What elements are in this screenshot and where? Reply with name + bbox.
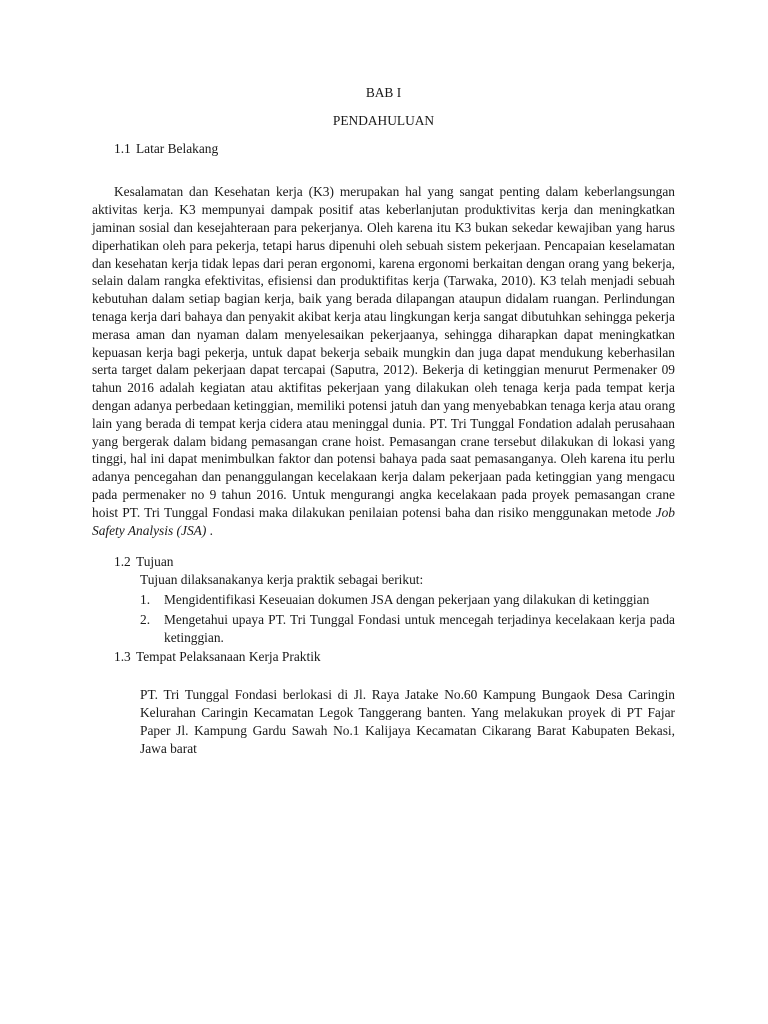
- section-title: Tempat Pelaksanaan Kerja Praktik: [136, 649, 321, 665]
- method-name: Job Safety Analysis (JSA): [92, 504, 675, 538]
- list-item-text: Mengetahui upaya PT. Tri Tunggal Fondasi untuk mencegah terjadinya kecelakaan kerja pada ketinggian.: [164, 611, 675, 645]
- chapter-title: PENDAHULUAN: [332, 112, 435, 128]
- section-number: 1.1: [114, 140, 131, 156]
- section-heading-tempat: [92, 648, 675, 666]
- page-content: [92, 84, 675, 757]
- section-heading-latar-belakang: [92, 140, 675, 158]
- section-heading-tujuan: [92, 553, 675, 571]
- background-paragraph: [92, 183, 675, 539]
- objectives-list: [92, 591, 675, 646]
- list-item: [92, 591, 675, 609]
- list-marker: 2.: [140, 611, 151, 627]
- list-item-text: Mengidentifikasi Keseuaian dokumen JSA dengan pekerjaan yang dilakukan di ketinggian: [164, 591, 650, 607]
- list-marker: 1.: [140, 591, 151, 607]
- chapter-label: BAB I: [365, 85, 402, 100]
- list-item: [92, 611, 675, 647]
- section-title: Latar Belakang: [136, 140, 219, 156]
- background-text-end: .: [206, 522, 213, 538]
- section-title: Tujuan: [136, 554, 174, 570]
- location-paragraph: PT. Tri Tunggal Fondasi berlokasi di Jl. Raya Jatake No.60 Kampung Bungaok Desa Caringin Kelurahan Caringin Kecamatan Legok Tanggerang banten. Yang melakukan proyek di PT Fajar Paper Jl. Kampung Gardu Sawah No.1 Kalijaya Kecamatan Cikarang Barat Kabupaten Bekasi, Jawa barat: [140, 687, 675, 756]
- objectives-intro: Tujuan dilaksanakanya kerja praktik sebagai berikut:: [140, 572, 424, 588]
- background-text: Kesalamatan dan Kesehatan kerja (K3) merupakan hal yang sangat penting dalam keberlangsungan aktivitas kerja. K3 mempunyai dampak positif atas keberlanjutan produktivitas kerja dan meningkatkan jaminan sosial dan kesejahteraan para pekerjanya. Oleh karena itu K3 bukan sekedar kewajiban yang harus diperhatikan oleh para pekerja, tetapi harus dipenuhi oleh sebuah sistem pekerjaan. Pencapaian keselamatan dan kesehatan kerja tidak lepas dari peran ergonomi, karena ergonomi berkaitan dengan orang yang bekerja, selain dalam rangka efektivitas, efisiensi dan produktifitas kerja (Tarwaka, 2010). K3 telah menjadi sebuah kebutuhan dalam setiap bagian kerja, baik yang berada dilapangan ataupun didalam ruangan. Perlindungan tenaga kerja dari bahaya dan penyakit akibat kerja atau lingkungan kerja sangat dibutuhkan sehingga pekerja merasa aman dan nyaman dalam menyelesaikan pekerjaanya, sehingga diharapkan dapat meningkatkan kepuasan kerja bagi pekerja, untuk dapat bekerja sebaik mungkin dan juga dapat mendukung keberhasilan serta target dalam pekerjaan dapat tercapai (Saputra, 2012). Bekerja di ketinggian menurut Permenaker 09 tahun 2016 adalah kegiatan atau aktifitas pekerjaan yang dilakukan oleh tenaga kerja pada tempat kerja dengan adanya perbedaan ketinggian, memiliki potensi jatuh dan yang menyebabkan tenaga kerja atau orang lain yang berada di tempat kerja cidera atau meninggal dunia. PT. Tri Tunggal Fondation adalah perusahaan yang bergerak dalam bidang pemasangan crane hoist. Pemasangan crane tersebut dilakukan di lokasi yang tinggi, hal ini dapat menimbulkan faktor dan potensi bahaya pada saat pemasanganya. Oleh karena itu perlu adanya pencegahan dan penanggulangan kecelakaan kerja dalam pekerjaan pada ketinggian yang mengacu pada permenaker no 9 tahun 2016. Untuk mengurangi angka kecelakaan pada proyek pemasangan crane hoist PT. Tri Tunggal Fondasi maka dilakukan penilaian potensi baha dan risiko menggunakan metode: [92, 184, 676, 520]
- section-number: 1.3: [114, 649, 131, 665]
- section-number: 1.2: [114, 554, 131, 570]
